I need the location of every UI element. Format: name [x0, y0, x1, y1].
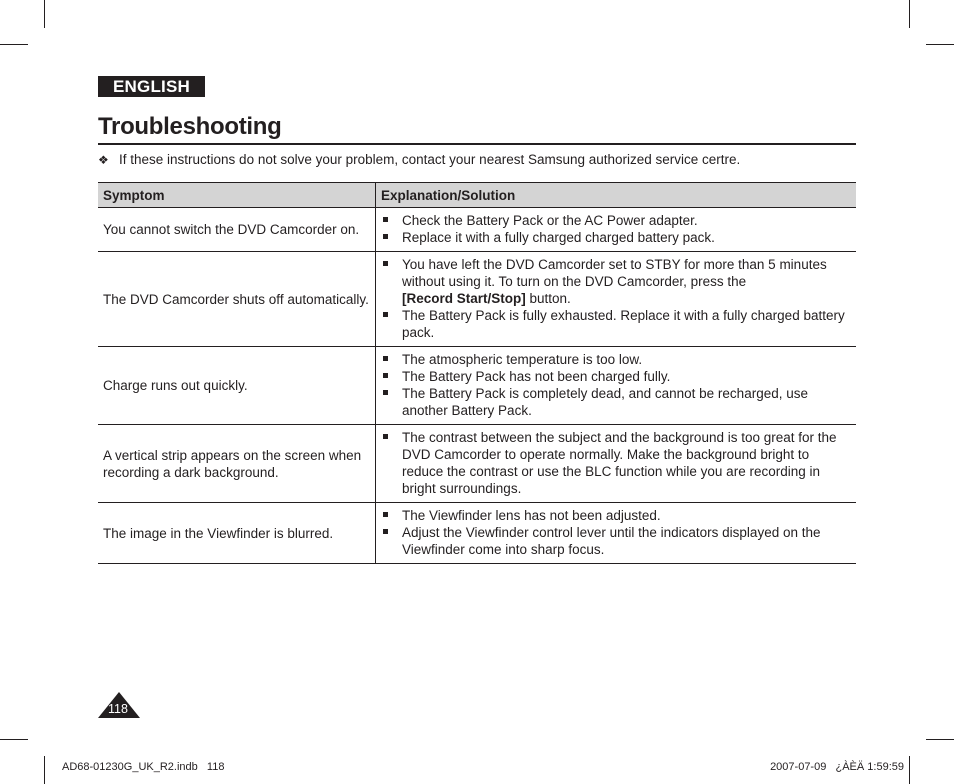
solution-item: Adjust the Viewfinder control lever until the indicators displayed on the Viewfinder come into sharp focus. [381, 524, 850, 558]
table-row [98, 503, 856, 564]
symptom-cell: The DVD Camcorder shuts off automatically. [98, 252, 376, 347]
square-bullet-icon [383, 529, 388, 534]
troubleshooting-table [98, 182, 856, 564]
table-row [98, 347, 856, 425]
square-bullet-icon [383, 234, 388, 239]
symptom-cell: The image in the Viewfinder is blurred. [98, 503, 376, 564]
table-header-row [98, 183, 856, 208]
solution-header: Explanation/Solution [376, 183, 857, 208]
solution-item: The Battery Pack is fully exhausted. Replace it with a fully charged battery pack. [381, 307, 850, 341]
symptom-cell: Charge runs out quickly. [98, 347, 376, 425]
solution-item: The Battery Pack is completely dead, and cannot be recharged, use another Battery Pack. [381, 385, 850, 419]
square-bullet-icon [383, 312, 388, 317]
symptom-cell: A vertical strip appears on the screen when recording a dark background. [98, 425, 376, 503]
page-title: Troubleshooting [98, 113, 282, 140]
crop-mark [0, 739, 28, 740]
solution-cell [376, 425, 857, 503]
solution-item: Replace it with a fully charged charged battery pack. [381, 229, 850, 246]
crop-mark [909, 756, 910, 784]
square-bullet-icon [383, 356, 388, 361]
language-badge: ENGLISH [98, 76, 205, 97]
crop-mark [926, 739, 954, 740]
square-bullet-icon [383, 512, 388, 517]
page-number: 118 [108, 702, 128, 716]
crop-mark [44, 0, 45, 28]
square-bullet-icon [383, 390, 388, 395]
solution-item: The Battery Pack has not been charged fully. [381, 368, 850, 385]
symptom-cell: You cannot switch the DVD Camcorder on. [98, 208, 376, 252]
table-row [98, 252, 856, 347]
table-row [98, 425, 856, 503]
crop-mark [926, 44, 954, 45]
solution-cell [376, 503, 857, 564]
page-number-badge [98, 692, 140, 718]
square-bullet-icon [383, 373, 388, 378]
solution-cell [376, 208, 857, 252]
crop-mark [0, 44, 28, 45]
square-bullet-icon [383, 217, 388, 222]
crop-mark [909, 0, 910, 28]
solution-item: You have left the DVD Camcorder set to STBY for more than 5 minutes without using it. To turn on the DVD Camcorder, press the [Record Start/Stop] button. [381, 256, 850, 307]
solution-item: The Viewfinder lens has not been adjusted. [381, 507, 850, 524]
note [98, 151, 740, 169]
footer-timestamp: 2007-07-09 ¿ÀÈÄ 1:59:59 [770, 761, 904, 773]
footer-file-info: AD68-01230G_UK_R2.indb 118 [62, 761, 225, 773]
solution-cell [376, 252, 857, 347]
crop-mark [44, 756, 45, 784]
solution-item: The atmospheric temperature is too low. [381, 351, 850, 368]
symptom-header: Symptom [98, 183, 376, 208]
solution-cell [376, 347, 857, 425]
diamond-bullet-icon: ❖ [98, 153, 109, 167]
title-divider [98, 143, 856, 145]
square-bullet-icon [383, 261, 388, 266]
solution-item: Check the Battery Pack or the AC Power adapter. [381, 212, 850, 229]
record-start-stop-label: [Record Start/Stop] [402, 291, 526, 306]
square-bullet-icon [383, 434, 388, 439]
note-text: If these instructions do not solve your problem, contact your nearest Samsung authorized service certre. [119, 152, 741, 167]
table-row [98, 208, 856, 252]
solution-item: The contrast between the subject and the background is too great for the DVD Camcorder to operate normally. Make the background bright to reduce the contrast or use the BLC function while you are recording in bright surroundings. [381, 429, 850, 497]
